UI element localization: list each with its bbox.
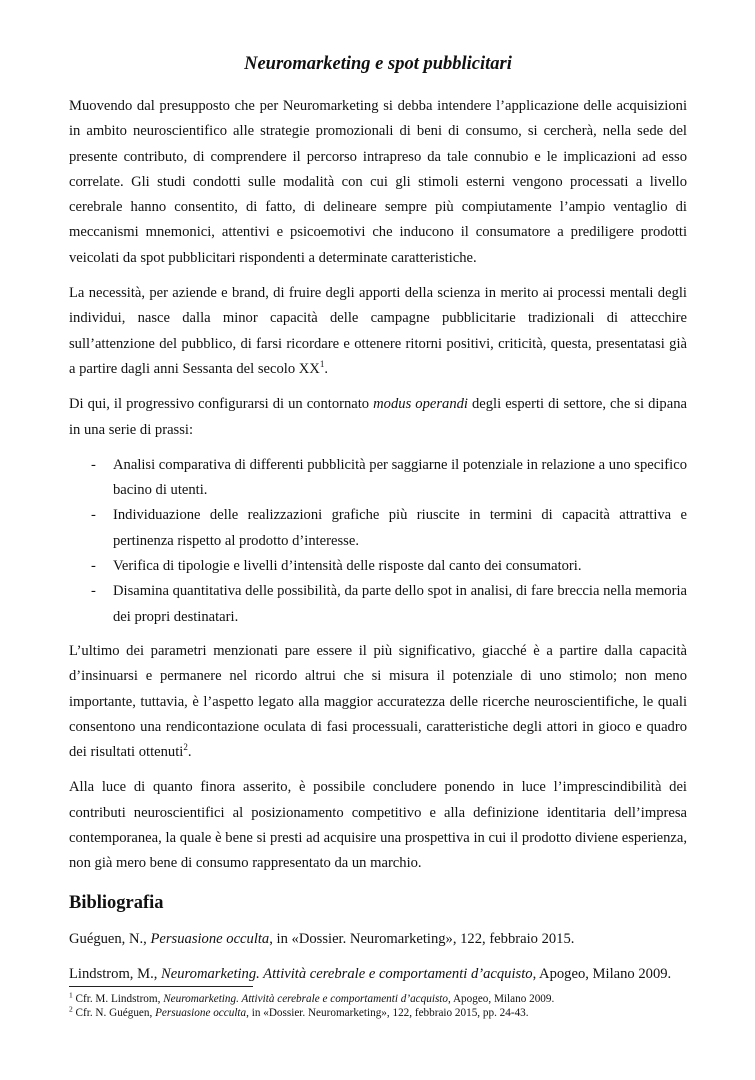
bibliography-heading: Bibliografia xyxy=(69,892,164,913)
list-item xyxy=(69,554,687,579)
bib-work: Neuromarketing. Attività cerebrale e comportamenti d’acquisto xyxy=(161,965,533,982)
footnote-ref-2[interactable]: 2 xyxy=(183,742,188,753)
paragraph-necessity-text: La necessità, per aziende e brand, di fruire degli apporti della scienza in merito ai processi mentali degli individui, nasce dalla minor capacità delle campagne pubblicitarie tradizionali di attecchire sull’attenzione del pubblico, di farsi ricordare e ottenere ritorni positivi, criticità, questa, presentatasi già a partire dagli anni Sessanta del secolo XX xyxy=(69,285,687,377)
paragraph-necessity-end: . xyxy=(324,360,329,377)
document-title: Neuromarketing e spot pubblicitari xyxy=(244,54,512,74)
list-item xyxy=(69,579,687,630)
list-item xyxy=(69,453,687,504)
paragraph-modus-end: degli esperti di settore, che si dipana in una serie di prassi: xyxy=(69,396,687,438)
bib-work: Persuasione occulta xyxy=(150,930,270,947)
list-item-text: Individuazione delle realizzazioni grafiche più riuscite in termini di capacità attrattiva e pertinenza rispetto al prodotto d’interesse. xyxy=(113,507,687,549)
list-item xyxy=(69,503,687,554)
list-dash: - xyxy=(91,456,96,473)
list-dash: - xyxy=(91,583,96,600)
bib-author: Guéguen, N., xyxy=(69,930,151,947)
footnote-work: Neuromarketing. Attività cerebrale e comportamenti d’acquisto xyxy=(163,993,448,1005)
footnote-pre: Cfr. M. Lindstrom, xyxy=(72,993,164,1005)
footnote-1 xyxy=(69,990,687,1007)
footnote-number: 1 xyxy=(69,990,73,1000)
list-item-text: Verifica di tipologie e livelli d’intensità delle risposte dal canto dei consumatori. xyxy=(113,558,582,575)
modus-operandi-italic: modus operandi xyxy=(373,396,468,413)
bib-rest: , Apogeo, Milano 2009. xyxy=(532,965,672,982)
paragraph-conclusion: Alla luce di quanto finora asserito, è possibile concludere ponendo in luce l’imprescindibilità dei contributi neuroscientifici al posizionamento competitivo e alla definizione identitaria dell’impresa contemporanea, la quale è bene si presti ad acquisire una prospettiva in cui il prodotto diviene esperienza, non già mero bene di consumo rappresentato da un marchio. xyxy=(69,779,687,872)
footnote-2 xyxy=(69,1004,687,1021)
paragraph-last-parameter-text: L’ultimo dei parametri menzionati pare essere il più significativo, giacché è a partire dalla capacità d’insinuarsi e permanere nel ricordo altrui che si misura il potenziale di uno stimolo; non meno importante, tuttavia, è l’aspetto legato alla maggior accuratezza delle ricerche neuroscientifiche, le quali consentono una rendicontazione oculata di fasi processuali, caratteristiche degli attori in gioco e quadro dei risultati ottenuti xyxy=(69,642,687,761)
bibliography-entry xyxy=(69,962,687,987)
bib-author: Lindstrom, M., xyxy=(69,965,162,982)
list-item-text: Disamina quantitativa delle possibilità, da parte dello spot in analisi, di fare breccia nella memoria dei propri destinatari. xyxy=(113,583,687,625)
paragraph-modus-operandi xyxy=(69,392,687,443)
footnote-work: Persuasione occulta xyxy=(155,1006,247,1019)
paragraph-intro: Muovendo dal presupposto che per Neuromarketing si debba intendere l’applicazione delle acquisizioni in ambito neuroscientifico alle strategie promozionali di beni di consumo, si cercherà, nella sede del presente contributo, di comprendere il percorso intrapreso da tale connubio e le implicazioni ad esso correlate. Gli studi condotti sulle modalità con cui gli stimoli esterni vengono processati a livello cerebrale hanno consentito, di fatto, di delineare sempre più compiutamente l’ampio ventaglio di meccanismi mnemonici, attentivi e psicoemotivi che inducono il consumatore a prediligere prodotti veicolati da spot pubblicitari rispondenti a determinate caratteristiche. xyxy=(69,98,687,266)
footnote-rest: , in «Dossier. Neuromarketing», 122, febbraio 2015, pp. 24-43. xyxy=(246,1006,529,1019)
footnotes xyxy=(69,986,687,1021)
footnote-separator xyxy=(69,986,253,987)
list-dash: - xyxy=(91,507,96,524)
practices-list xyxy=(69,453,687,630)
footnote-rest: , Apogeo, Milano 2009. xyxy=(448,993,555,1005)
bibliography-entry xyxy=(69,927,687,952)
list-dash: - xyxy=(91,558,96,575)
paragraph-last-parameter-end: . xyxy=(187,744,192,761)
footnote-number: 2 xyxy=(69,1004,73,1014)
paragraph-necessity xyxy=(69,281,687,382)
paragraph-modus-text: Di qui, il progressivo configurarsi di un contornato xyxy=(69,396,374,413)
bib-rest: , in «Dossier. Neuromarketing», 122, febbraio 2015. xyxy=(269,930,575,947)
paragraph-last-parameter xyxy=(69,639,687,765)
footnote-pre: Cfr. N. Guéguen, xyxy=(72,1006,156,1019)
footnote-ref-1[interactable]: 1 xyxy=(319,359,325,370)
list-item-text: Analisi comparativa di differenti pubblicità per saggiarne il potenziale in relazione a uno specifico bacino di utenti. xyxy=(113,456,687,499)
